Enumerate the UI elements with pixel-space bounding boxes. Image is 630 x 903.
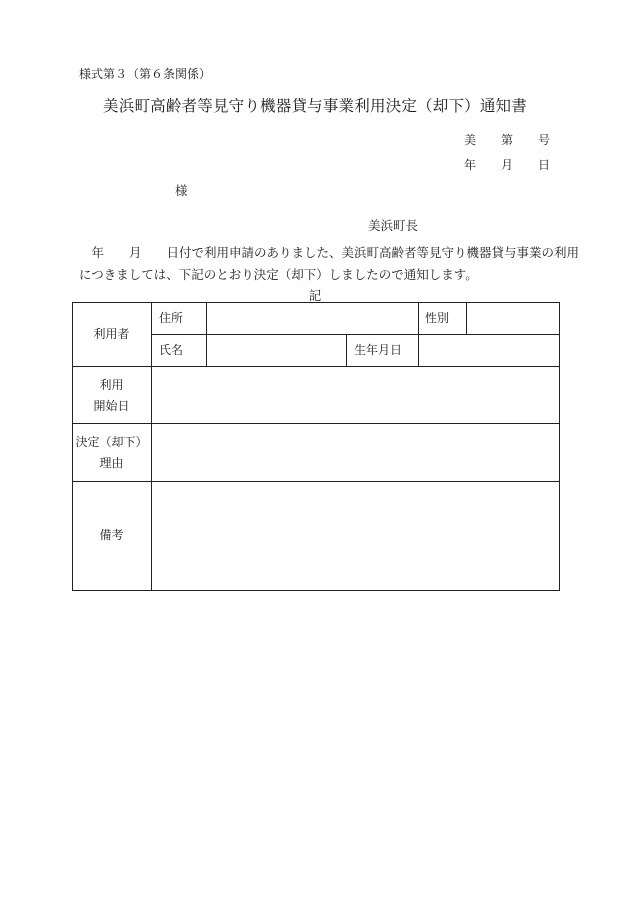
col-divider-labels bbox=[151, 302, 152, 590]
recipient-suffix: 様 bbox=[175, 183, 188, 198]
birthdate-label: 生年月日 bbox=[354, 343, 403, 357]
reference-number-line bbox=[439, 131, 550, 148]
user-label: 利用者 bbox=[93, 327, 130, 341]
form-number: 様式第３（第６条関係） bbox=[79, 67, 212, 81]
body-paragraph bbox=[79, 242, 580, 286]
start-date-label-line2: 開始日 bbox=[93, 399, 130, 413]
reference-month: 月 bbox=[500, 158, 513, 172]
col-divider-gender-birth bbox=[418, 302, 419, 366]
body-line-1: 年 月 日付で利用申請のありました、美浜町高齢者等見守り機器貸与事業の利用 bbox=[79, 245, 580, 260]
row-divider-user-start bbox=[72, 366, 559, 367]
reference-prefix: 美 bbox=[463, 133, 476, 147]
form-table bbox=[72, 302, 559, 590]
document-title: 美浜町高齢者等見守り機器貸与事業利用決定（却下）通知書 bbox=[103, 97, 527, 115]
issuer: 美浜町長 bbox=[368, 218, 419, 233]
body-line-2: につきましては、下記のとおり決定（却下）しましたので通知します。 bbox=[79, 267, 478, 282]
decision-label-line2: 理由 bbox=[99, 456, 124, 470]
address-label: 住所 bbox=[159, 311, 184, 325]
reference-go: 号 bbox=[537, 133, 550, 147]
reference-day: 日 bbox=[537, 158, 550, 172]
decision-label-line1: 決定（却下） bbox=[75, 435, 148, 449]
row-divider-decision-remarks bbox=[72, 481, 559, 482]
row-divider-address-name bbox=[151, 334, 559, 335]
col-divider-name-birth bbox=[346, 334, 347, 366]
ki-heading: 記 bbox=[308, 288, 322, 303]
remarks-label: 備考 bbox=[99, 528, 124, 542]
col-divider-gender-value bbox=[466, 302, 467, 334]
gender-label: 性別 bbox=[425, 311, 450, 325]
reference-year: 年 bbox=[463, 158, 476, 172]
start-date-label-line1: 利用 bbox=[99, 378, 124, 392]
row-divider-start-decision bbox=[72, 423, 559, 424]
col-divider-sublabels bbox=[206, 302, 207, 366]
name-label: 氏名 bbox=[159, 343, 184, 357]
reference-date-line bbox=[439, 156, 550, 173]
reference-dai: 第 bbox=[500, 133, 513, 147]
